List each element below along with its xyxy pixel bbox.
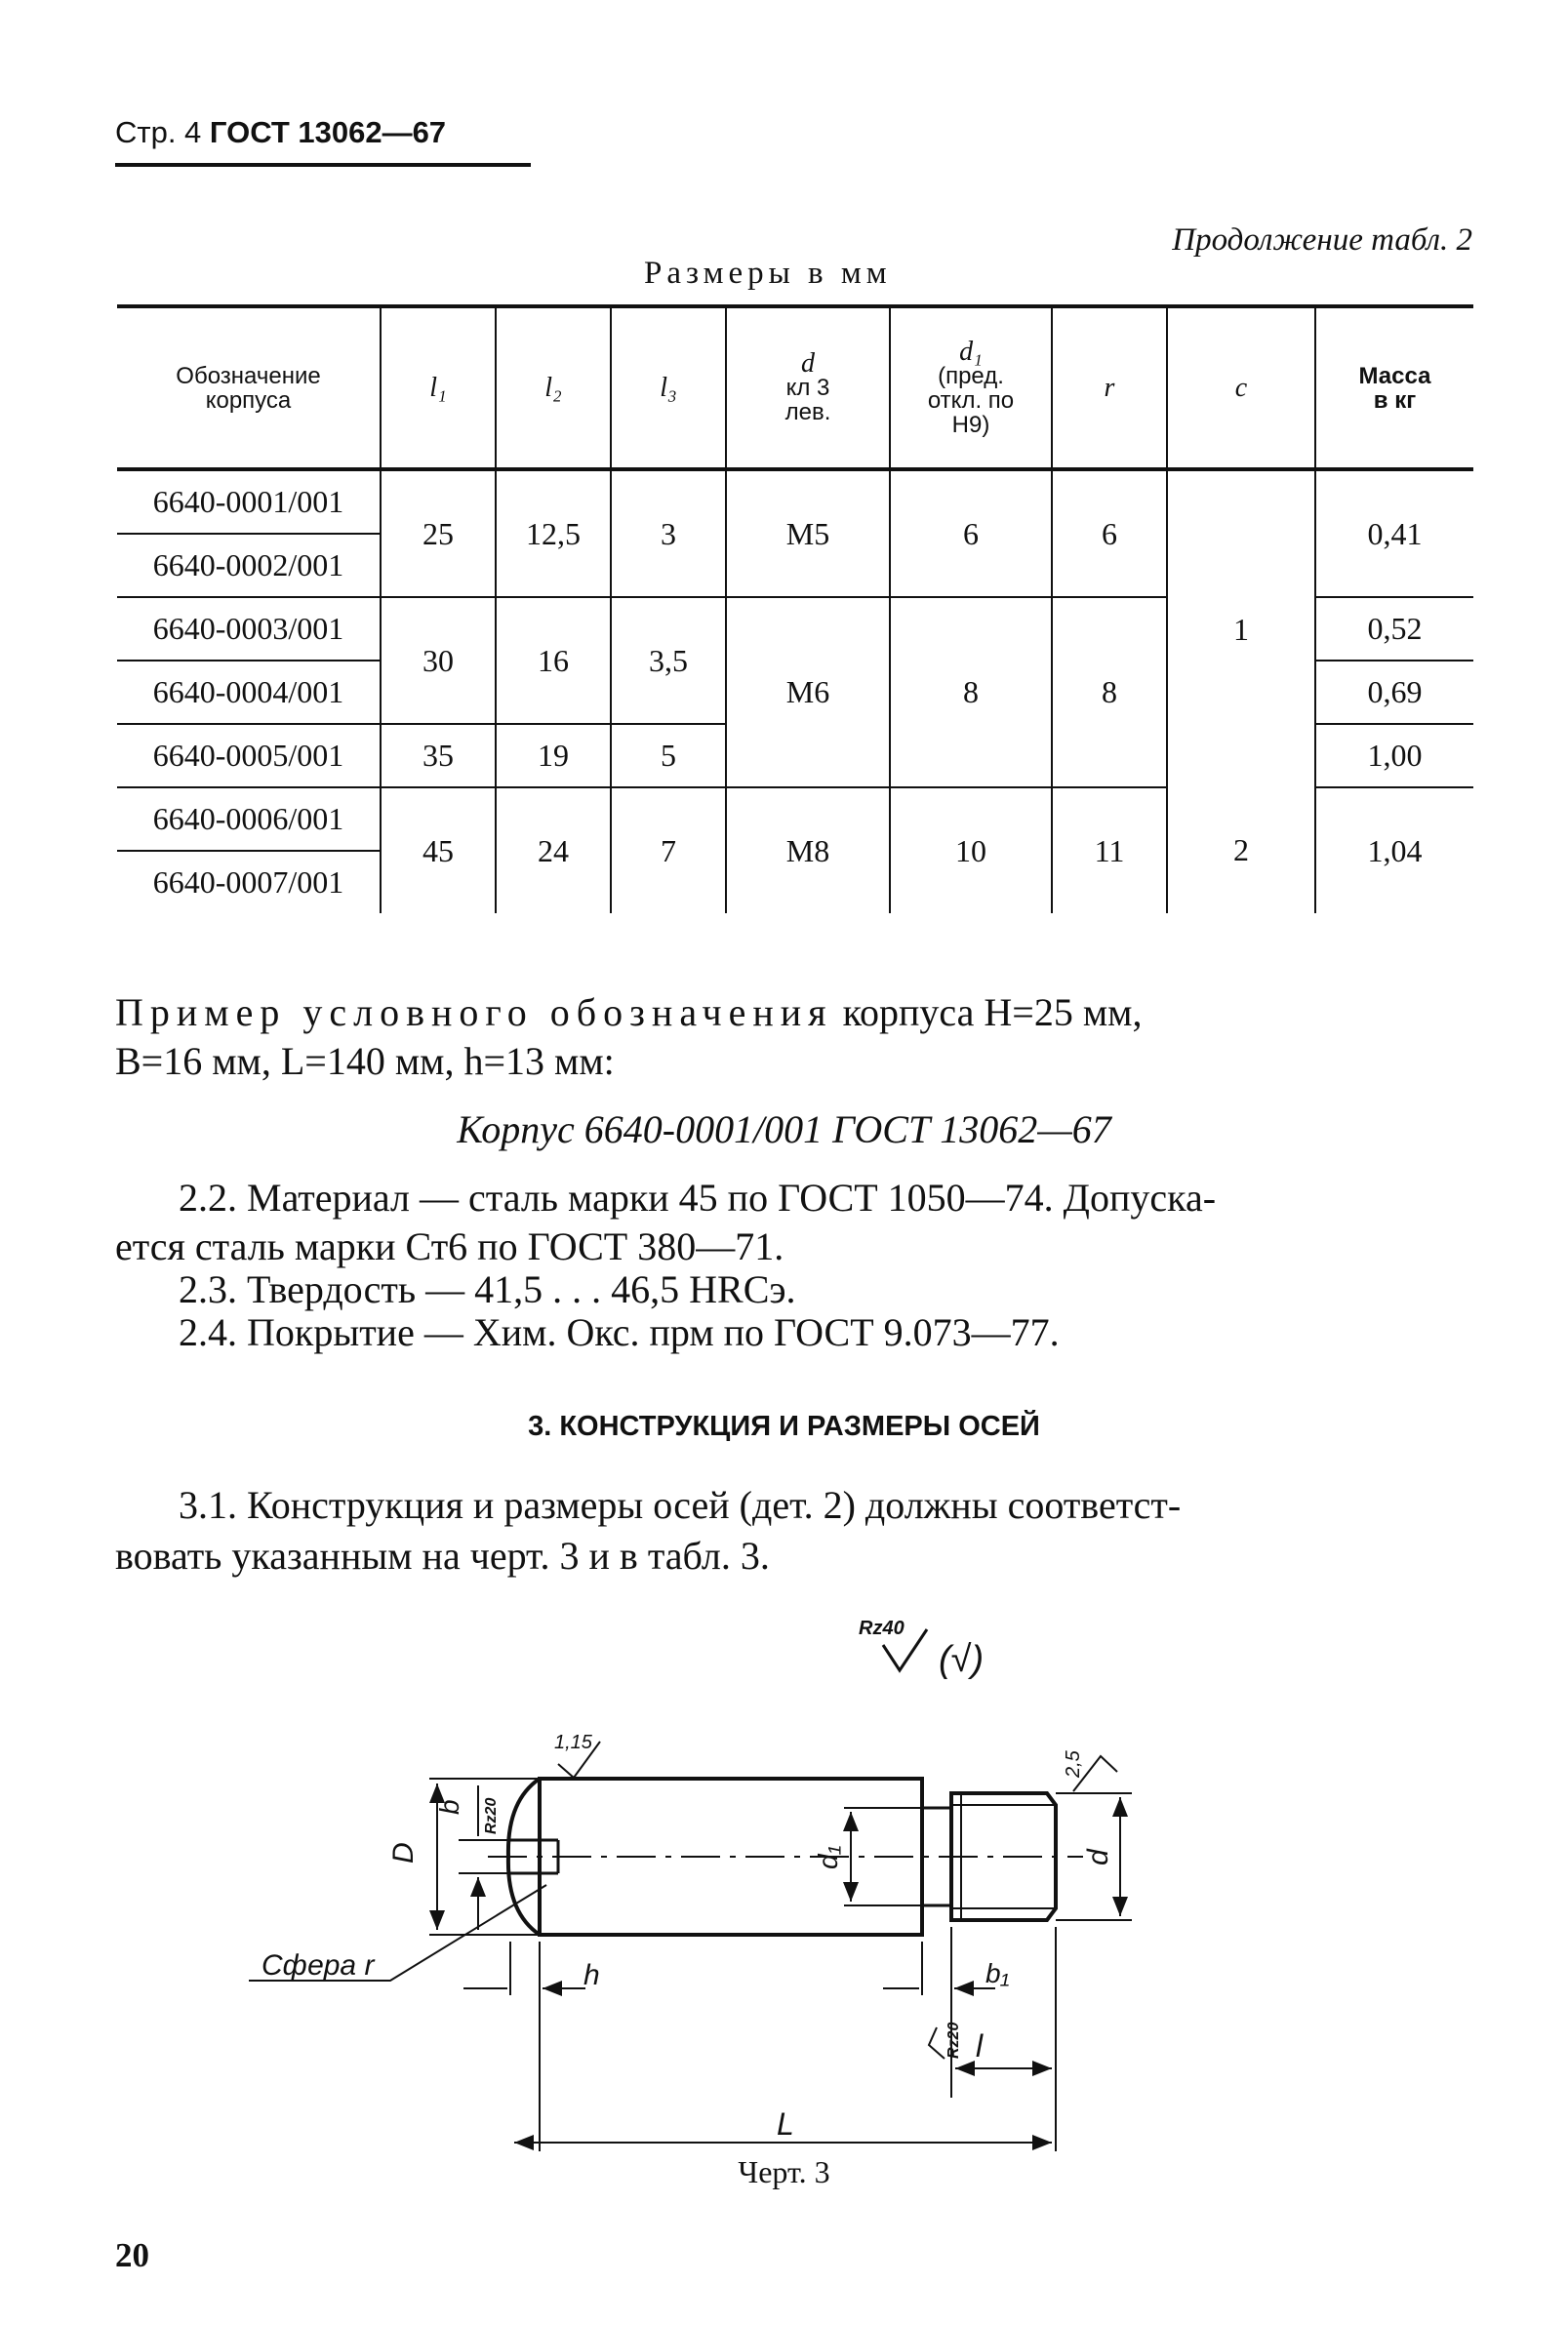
clause-2-4: 2.4. Покрытие — Хим. Окс. прм по ГОСТ 9.073—77.	[179, 1310, 1060, 1354]
code-cell: 6640-0007/001	[152, 864, 344, 900]
d-cell: M5	[726, 469, 890, 597]
d1-cell: 8	[890, 597, 1052, 787]
c-cell: 2	[1167, 787, 1315, 913]
l2-cell: 24	[496, 787, 611, 913]
mass-cell: 0,41	[1315, 469, 1473, 597]
mass-cell: 1,04	[1315, 787, 1473, 913]
section-title: 3. КОНСТРУКЦИЯ И РАЗМЕРЫ ОСЕЙ	[528, 1411, 1040, 1442]
label-rz20-b: Rz20	[945, 2022, 962, 2059]
label-b1: b₁	[985, 1958, 1010, 1988]
label-d1: d₁	[813, 1845, 843, 1869]
l1-cell: 30	[381, 597, 496, 724]
section-text-line-1: 3.1. Конструкция и размеры осей (дет. 2) должны соответст-	[179, 1483, 1182, 1527]
page-number: 20	[115, 2236, 149, 2274]
l3-cell: 5	[611, 724, 726, 787]
table-continuation: Продолжение табл. 2	[1172, 222, 1472, 258]
code-cell: 6640-0006/001	[117, 787, 381, 851]
l3-cell: 3	[611, 469, 726, 597]
example-spaced: Пример условного обозначения	[115, 990, 833, 1034]
l1-cell: 45	[381, 787, 496, 913]
r-symbol: r	[1104, 372, 1115, 403]
l2-symbol: l₂	[544, 372, 562, 403]
l3-cell: 3,5	[611, 597, 726, 724]
c-symbol: c	[1234, 372, 1248, 403]
l2-cell: 16	[496, 597, 611, 724]
roughness-paren-label: (√)	[939, 1639, 985, 1680]
example-designation: Корпус 6640-0001/001 ГОСТ 13062—67	[457, 1107, 1111, 1151]
label-2-5: 2,5	[1063, 1750, 1084, 1778]
clause-2-2-line-1: 2.2. Материал — сталь марки 45 по ГОСТ 1050—74. Допуска-	[179, 1176, 1217, 1220]
d1-tolerance: (пред. откл. по H9)	[927, 362, 1015, 438]
r-cell: 6	[1052, 469, 1167, 597]
label-l: l	[976, 2028, 984, 2064]
d1-cell: 10	[890, 787, 1052, 913]
code-cell: 6640-0002/001	[117, 534, 381, 597]
header-mass: Масса в кг	[1315, 306, 1473, 469]
label-h: h	[583, 1959, 600, 1991]
d-cell: M6	[726, 597, 890, 787]
code-cell: 6640-0004/001	[117, 661, 381, 724]
l1-cell: 25	[381, 469, 496, 597]
d1-cell: 6	[890, 469, 1052, 597]
label-D: D	[387, 1842, 420, 1864]
d-tolerance: кл 3 лев.	[784, 375, 831, 425]
clause-2-2-line-2: ется сталь марки Ст6 по ГОСТ 380—71.	[115, 1224, 784, 1268]
r-cell: 8	[1052, 597, 1167, 787]
label-b: b	[434, 1799, 464, 1815]
code-cell: 6640-0003/001	[117, 597, 381, 661]
mass-cell: 0,52	[1315, 597, 1473, 661]
l1-cell: 35	[381, 724, 496, 787]
standard-number: ГОСТ 13062—67	[209, 115, 447, 149]
code-cell: 6640-0001/001	[117, 469, 381, 534]
mass-cell: 1,00	[1315, 724, 1473, 787]
clause-2-3: 2.3. Твердость — 41,5 . . . 46,5 HRCэ.	[179, 1267, 796, 1311]
page-ref: Стр. 4	[115, 115, 202, 149]
example-rest: корпуса H=25 мм,	[842, 990, 1143, 1034]
d1-symbol: d₁	[959, 336, 983, 367]
figure-caption: Черт. 3	[738, 2154, 830, 2189]
section-text-line-2: вовать указанным на черт. 3 и в табл. 3.	[115, 1534, 770, 1578]
d-symbol: d	[801, 348, 815, 379]
l1-symbol: l₁	[429, 372, 447, 403]
roughness-top-label: Rz40	[859, 1618, 905, 1639]
code-cell: 6640-0005/001	[117, 724, 381, 787]
h-extension-lines	[510, 1942, 540, 2151]
label-d: d	[1082, 1849, 1114, 1865]
l2-cell: 19	[496, 724, 611, 787]
c-cell: 1	[1167, 469, 1315, 787]
label-sphere: Сфера r	[261, 1949, 375, 1982]
label-rz20-a: Rz20	[483, 1797, 500, 1834]
l3-cell: 7	[611, 787, 726, 913]
l3-symbol: l₃	[660, 372, 677, 403]
label-L: L	[777, 2106, 794, 2142]
header-designation: Обозначение корпуса	[117, 306, 381, 469]
l2-cell: 12,5	[496, 469, 611, 597]
roughness-rz20-icon	[929, 2027, 945, 2059]
d-cell: M8	[726, 787, 890, 913]
units-caption: Размеры в мм	[644, 256, 892, 291]
mass-cell: 0,69	[1315, 661, 1473, 724]
example-line-2: B=16 мм, L=140 мм, h=13 мм:	[115, 1039, 615, 1083]
r-cell: 11	[1052, 787, 1167, 913]
label-1-15: 1,15	[554, 1732, 592, 1753]
